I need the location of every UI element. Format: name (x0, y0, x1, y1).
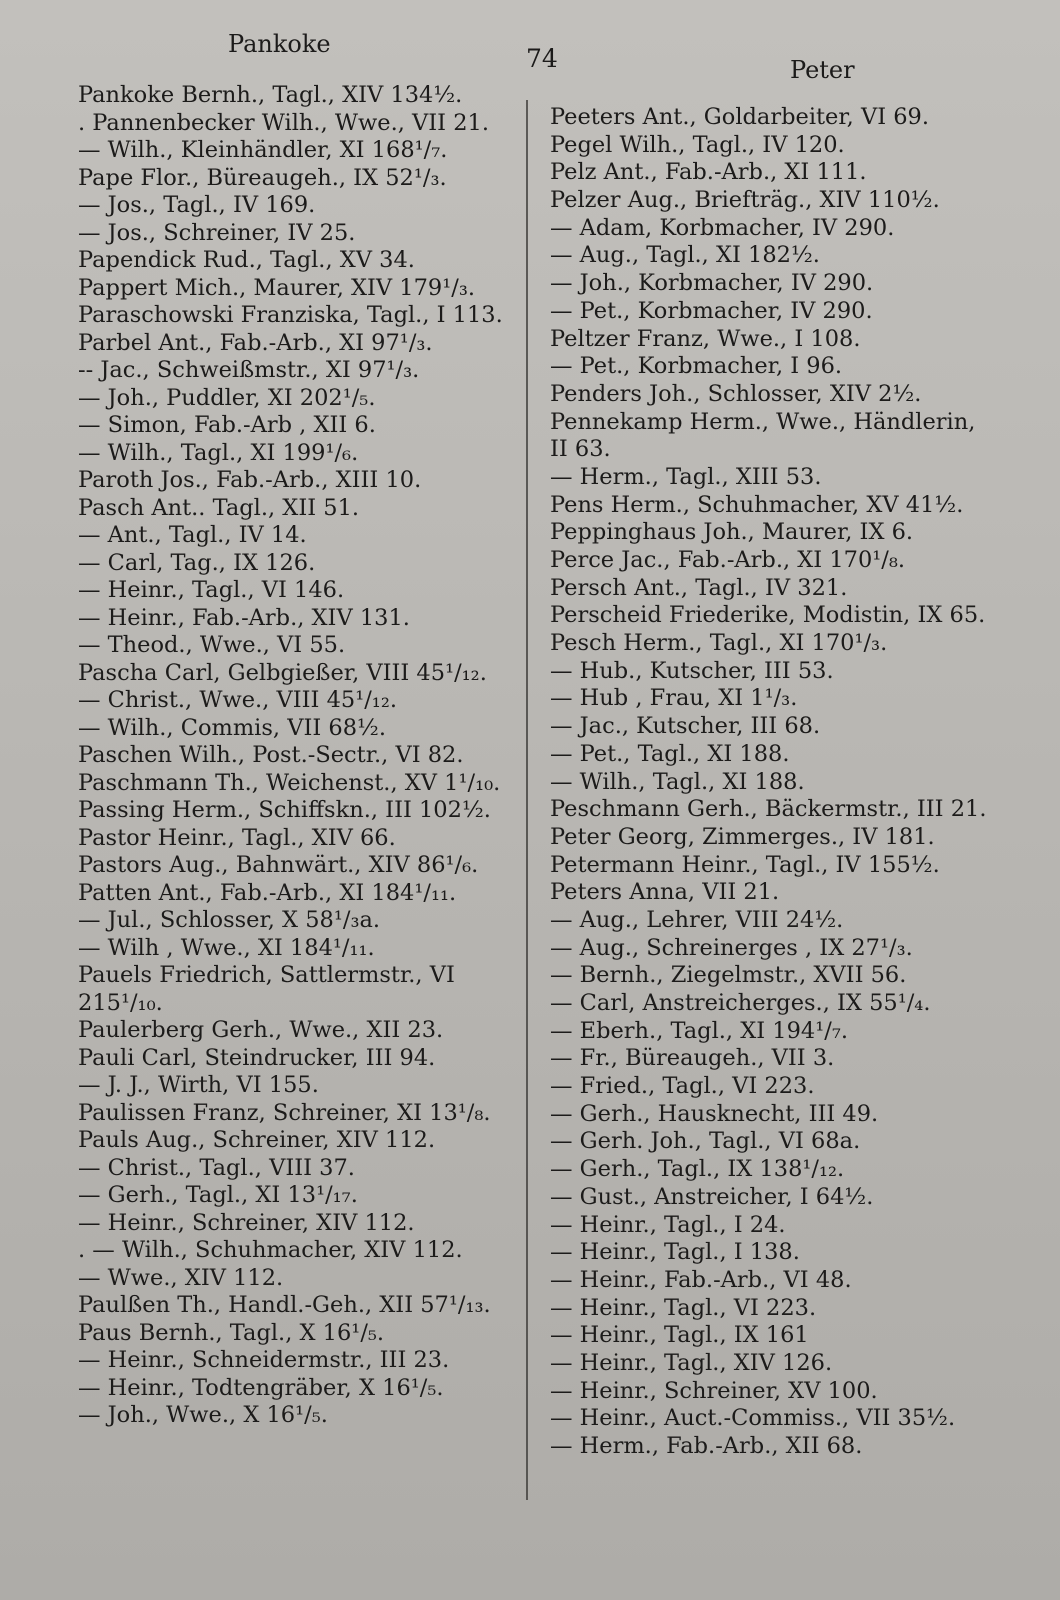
directory-entry: Peppinghaus Joh., Maurer, IX 6. (550, 519, 914, 546)
directory-entry: Persch Ant., Tagl., IV 321. (550, 574, 848, 601)
directory-entry: Parbel Ant., Fab.-Arb., XI 97¹/₃. (78, 329, 433, 356)
column-divider (526, 100, 528, 1500)
directory-entry: — Aug., Tagl., XI 182½. (550, 242, 820, 269)
directory-entry: Paschmann Th., Weichenst., XV 1¹/₁₀. (78, 769, 501, 796)
directory-entry: — Adam, Korbmacher, IV 290. (550, 214, 895, 241)
page-number: 74 (526, 44, 558, 73)
directory-entry: Paroth Jos., Fab.-Arb., XIII 10. (78, 467, 422, 493)
directory-entry: . Pannenbecker Wilh., Wwe., VII 21. (78, 109, 489, 136)
directory-entry: Pauli Carl, Steindrucker, III 94. (78, 1044, 436, 1071)
directory-entry: Pastor Heinr., Tagl., XIV 66. (78, 824, 396, 851)
right-column (550, 104, 990, 1461)
directory-entry: II 63. (550, 436, 611, 463)
directory-entry: — Hub., Kutscher, III 53. (550, 657, 834, 684)
directory-entry: — Heinr., Fab.-Arb., VI 48. (550, 1266, 852, 1293)
directory-entry: — Joh., Wwe., X 16¹/₅. (78, 1402, 328, 1428)
directory-entry: — Heinr., Todtengräber, X 16¹/₅. (78, 1374, 444, 1401)
directory-entry: Petermann Heinr., Tagl., IV 155½. (550, 851, 940, 878)
directory-entry: — Gerh., Tagl., XI 13¹/₁₇. (78, 1182, 358, 1208)
directory-entry: — Hub , Frau, XI 1¹/₃. (550, 685, 798, 712)
directory-entry: — Joh., Korbmacher, IV 290. (550, 270, 874, 297)
directory-entry: Peters Anna, VII 21. (550, 879, 780, 906)
directory-entry: — Herm., Fab.-Arb., XII 68. (550, 1433, 863, 1459)
directory-entry: — Gust., Anstreicher, I 64½. (550, 1183, 874, 1210)
directory-entry: Pelzer Aug., Briefträg., XIV 110½. (550, 187, 940, 214)
directory-entry: — Aug., Schreinerges , IX 27¹/₃. (550, 934, 913, 961)
directory-entry: Pape Flor., Büreaugeh., IX 52¹/₃. (78, 164, 447, 191)
directory-entry: Pauls Aug., Schreiner, XIV 112. (78, 1127, 436, 1153)
directory-entry: — Fr., Büreaugeh., VII 3. (550, 1045, 835, 1072)
directory-entry: — Joh., Puddler, XI 202¹/₅. (78, 384, 376, 411)
directory-entry: — Aug., Lehrer, VIII 24½. (550, 906, 844, 933)
directory-entry: — Jos., Schreiner, IV 25. (78, 219, 356, 246)
directory-entry: Penders Joh., Schlosser, XIV 2½. (550, 380, 922, 407)
directory-entry: — Heinr., Tagl., VI 223. (550, 1294, 817, 1321)
directory-entry: — Heinr., Tagl., VI 146. (78, 577, 345, 603)
directory-entry: — Wilh., Kleinhändler, XI 168¹/₇. (78, 137, 448, 163)
directory-entry: Paraschowski Franziska, Tagl., I 113. (78, 302, 503, 328)
directory-entry: — Gerh., Tagl., IX 138¹/₁₂. (550, 1156, 845, 1183)
directory-entry: Passing Herm., Schiffskn., III 102½. (78, 797, 491, 823)
directory-entry: — Simon, Fab.-Arb , XII 6. (78, 412, 376, 438)
directory-entry: Paulßen Th., Handl.-Geh., XII 57¹/₁₃. (78, 1292, 491, 1318)
directory-entry: Pastors Aug., Bahnwärt., XIV 86¹/₆. (78, 852, 479, 878)
directory-entry: — Pet., Korbmacher, I 96. (550, 353, 843, 380)
directory-entry: — Jos., Tagl., IV 169. (78, 192, 316, 218)
directory-entry: — Heinr., Tagl., I 24. (550, 1211, 786, 1238)
directory-entry: — Bernh., Ziegelmstr., XVII 56. (550, 962, 907, 989)
directory-entry: — Ant., Tagl., IV 14. (78, 522, 307, 548)
directory-entry: — Herm., Tagl., XIII 53. (550, 463, 822, 490)
directory-entry: Pasch Ant.. Tagl., XII 51. (78, 494, 360, 521)
directory-entry: — Gerh. Joh., Tagl., VI 68a. (550, 1128, 861, 1155)
directory-entry: — Wwe., XIV 112. (78, 1264, 284, 1291)
directory-entry: Pegel Wilh., Tagl., IV 120. (550, 131, 845, 158)
directory-entry: — Heinr., Tagl., I 138. (550, 1239, 800, 1266)
directory-entry: Pesch Herm., Tagl., XI 170¹/₃. (550, 630, 888, 657)
directory-entry: — Gerh., Hausknecht, III 49. (550, 1100, 879, 1127)
directory-entry: — Fried., Tagl., VI 223. (550, 1073, 815, 1100)
directory-entry: Pens Herm., Schuhmacher, XV 41½. (550, 491, 964, 518)
directory-entry: — Heinr., Schneidermstr., III 23. (78, 1347, 450, 1373)
directory-entry: — Jul., Schlosser, X 58¹/₃a. (78, 907, 381, 933)
directory-entry: — J. J., Wirth, VI 155. (78, 1072, 319, 1098)
left-column (78, 82, 518, 1430)
directory-entry: Paulerberg Gerh., Wwe., XII 23. (78, 1017, 444, 1043)
directory-entry: — Christ., Tagl., VIII 37. (78, 1154, 355, 1181)
directory-entry: — Carl, Tag., IX 126. (78, 549, 316, 576)
directory-entry: — Eberh., Tagl., XI 194¹/₇. (550, 1017, 849, 1044)
directory-entry: . — Wilh., Schuhmacher, XIV 112. (78, 1237, 463, 1263)
directory-entry: — Heinr., Schreiner, XV 100. (550, 1377, 878, 1404)
directory-entry: Paschen Wilh., Post.-Sectr., VI 82. (78, 742, 464, 768)
directory-entry: — Heinr., Tagl., XIV 126. (550, 1349, 833, 1376)
directory-entry: — Pet., Korbmacher, IV 290. (550, 297, 873, 324)
directory-entry: Pennekamp Herm., Wwe., Händlerin, (550, 408, 976, 435)
directory-entry: — Theod., Wwe., VI 55. (78, 632, 346, 658)
directory-entry: — Jac., Kutscher, III 68. (550, 713, 821, 740)
directory-entry: Paulissen Franz, Schreiner, XI 13¹/₈. (78, 1099, 491, 1126)
directory-entry: Paus Bernh., Tagl., X 16¹/₅. (78, 1319, 385, 1346)
directory-entry: Perscheid Friederike, Modistin, IX 65. (550, 602, 986, 629)
directory-entry: Peltzer Franz, Wwe., I 108. (550, 325, 861, 352)
directory-entry: Peschmann Gerh., Bäckermstr., III 21. (550, 796, 987, 823)
directory-entry: Pauels Friedrich, Sattlermstr., VI (78, 962, 455, 988)
running-header-left: Pankoke (228, 30, 331, 58)
directory-entry: — Carl, Anstreicherges., IX 55¹/₄. (550, 990, 931, 1016)
directory-entry: — Heinr., Tagl., IX 161 (550, 1322, 809, 1349)
directory-entry: — Wilh., Tagl., XI 199¹/₆. (78, 439, 359, 466)
directory-entry: — Wilh., Commis, VII 68½. (78, 714, 386, 741)
directory-entry: -- Jac., Schweißmstr., XI 97¹/₃. (78, 357, 420, 383)
directory-entry: — Heinr., Auct.-Commiss., VII 35½. (550, 1405, 956, 1432)
directory-entry: — Wilh , Wwe., XI 184¹/₁₁. (78, 934, 375, 961)
directory-entry: Patten Ant., Fab.-Arb., XI 184¹/₁₁. (78, 879, 457, 906)
directory-entry: — Heinr., Schreiner, XIV 112. (78, 1209, 415, 1236)
directory-entry: — Christ., Wwe., VIII 45¹/₁₂. (78, 687, 397, 713)
directory-entry: Perce Jac., Fab.-Arb., XI 170¹/₈. (550, 547, 906, 573)
directory-entry: Pascha Carl, Gelbgießer, VIII 45¹/₁₂. (78, 659, 487, 686)
running-header-right: Peter (790, 56, 855, 84)
directory-entry: Peter Georg, Zimmerges., IV 181. (550, 823, 935, 850)
directory-entry: Pelz Ant., Fab.-Arb., XI 111. (550, 159, 867, 186)
directory-entry: — Heinr., Fab.-Arb., XIV 131. (78, 604, 410, 631)
directory-entry: — Wilh., Tagl., XI 188. (550, 768, 805, 795)
directory-entry: Peeters Ant., Goldarbeiter, VI 69. (550, 104, 930, 130)
directory-entry: Pankoke Bernh., Tagl., XIV 134½. (78, 82, 463, 108)
directory-entry: Pappert Mich., Maurer, XIV 179¹/₃. (78, 274, 476, 301)
directory-entry: 215¹/₁₀. (78, 989, 163, 1016)
directory-entry: Papendick Rud., Tagl., XV 34. (78, 247, 415, 273)
directory-entry: — Pet., Tagl., XI 188. (550, 740, 790, 767)
